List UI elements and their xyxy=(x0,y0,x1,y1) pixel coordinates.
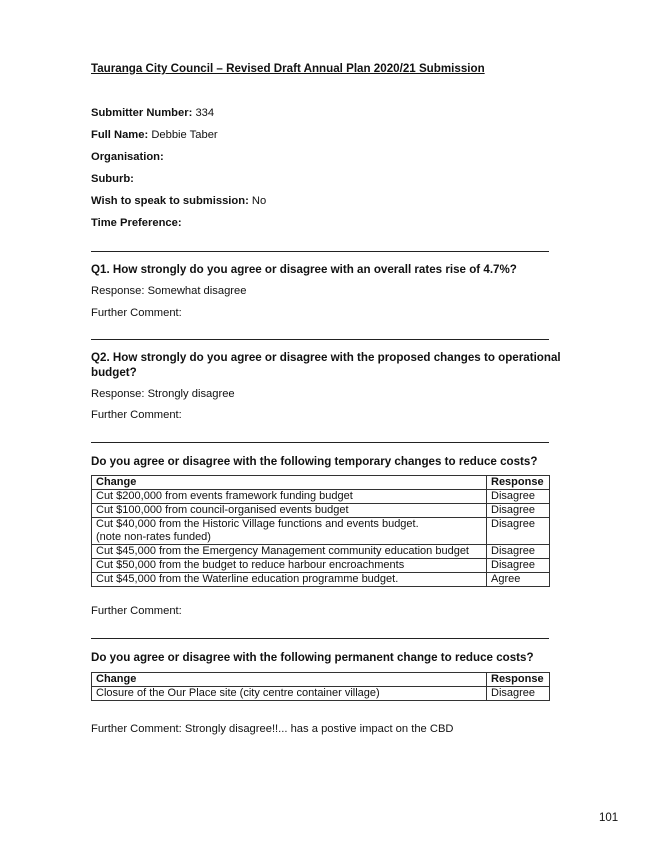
q2-question: Q2. How strongly do you agree or disagree with the proposed changes to operational budget? xyxy=(91,351,561,379)
divider xyxy=(91,251,549,252)
table-row xyxy=(92,545,550,559)
document-title: Tauranga City Council – Revised Draft Annual Plan 2020/21 Submission xyxy=(91,62,485,75)
response-cell: Disagree xyxy=(487,687,550,701)
suburb xyxy=(91,173,134,185)
change-cell: Cut $200,000 from events framework funding budget xyxy=(92,490,487,504)
submitter-number-label: Submitter Number: xyxy=(91,107,193,119)
table-header-row xyxy=(92,673,550,687)
change-cell: Cut $45,000 from the Emergency Management community education budget xyxy=(92,545,487,559)
divider xyxy=(91,339,549,340)
header-change: Change xyxy=(92,476,487,490)
temporary-changes-table xyxy=(91,475,550,587)
permanent-changes-table xyxy=(91,672,550,701)
q2-response: Response: Strongly disagree xyxy=(91,388,235,400)
change-note: (note non-rates funded) xyxy=(96,531,211,543)
full-name-label: Full Name: xyxy=(91,129,149,141)
response-cell: Disagree xyxy=(487,518,550,545)
change-cell: Cut $45,000 from the Waterline education programme budget. xyxy=(92,573,487,587)
time-preference-label: Time Preference: xyxy=(91,217,182,229)
q1-response: Response: Somewhat disagree xyxy=(91,285,247,297)
change-cell: Cut $100,000 from council-organised events budget xyxy=(92,504,487,518)
table-row xyxy=(92,490,550,504)
organisation-label: Organisation: xyxy=(91,151,164,163)
wish-to-speak-value: No xyxy=(251,195,267,207)
time-preference xyxy=(91,217,182,229)
table-header-row xyxy=(92,476,550,490)
wish-to-speak xyxy=(91,195,266,207)
q1-question: Q1. How strongly do you agree or disagree with an overall rates rise of 4.7%? xyxy=(91,263,517,276)
page-number: 101 xyxy=(599,812,619,824)
table-row xyxy=(92,559,550,573)
table-row xyxy=(92,573,550,587)
response-cell: Disagree xyxy=(487,490,550,504)
q1-comment: Further Comment: xyxy=(91,307,182,319)
permanent-question: Do you agree or disagree with the following permanent change to reduce costs? xyxy=(91,651,534,664)
change-text: Cut $40,000 from the Historic Village functions and events budget. xyxy=(96,518,419,530)
change-cell xyxy=(92,518,487,545)
response-cell: Disagree xyxy=(487,559,550,573)
table-row xyxy=(92,518,550,545)
suburb-label: Suburb: xyxy=(91,173,134,185)
permanent-comment: Further Comment: Strongly disagree!!... has a postive impact on the CBD xyxy=(91,723,454,735)
divider xyxy=(91,638,549,639)
response-cell: Disagree xyxy=(487,545,550,559)
organisation xyxy=(91,151,164,163)
header-response: Response xyxy=(487,673,550,687)
response-cell: Agree xyxy=(487,573,550,587)
response-cell: Disagree xyxy=(487,504,550,518)
table-row xyxy=(92,504,550,518)
wish-to-speak-label: Wish to speak to submission: xyxy=(91,195,249,207)
divider xyxy=(91,442,549,443)
full-name xyxy=(91,129,218,141)
submitter-number-value: 334 xyxy=(195,107,215,119)
submitter-number xyxy=(91,107,214,119)
change-cell: Cut $50,000 from the budget to reduce harbour encroachments xyxy=(92,559,487,573)
full-name-value: Debbie Taber xyxy=(151,129,218,141)
table-row xyxy=(92,687,550,701)
temporary-comment: Further Comment: xyxy=(91,605,182,617)
header-change: Change xyxy=(92,673,487,687)
change-cell: Closure of the Our Place site (city centre container village) xyxy=(92,687,487,701)
q2-comment: Further Comment: xyxy=(91,409,182,421)
temporary-question: Do you agree or disagree with the following temporary changes to reduce costs? xyxy=(91,455,538,468)
header-response: Response xyxy=(487,476,550,490)
